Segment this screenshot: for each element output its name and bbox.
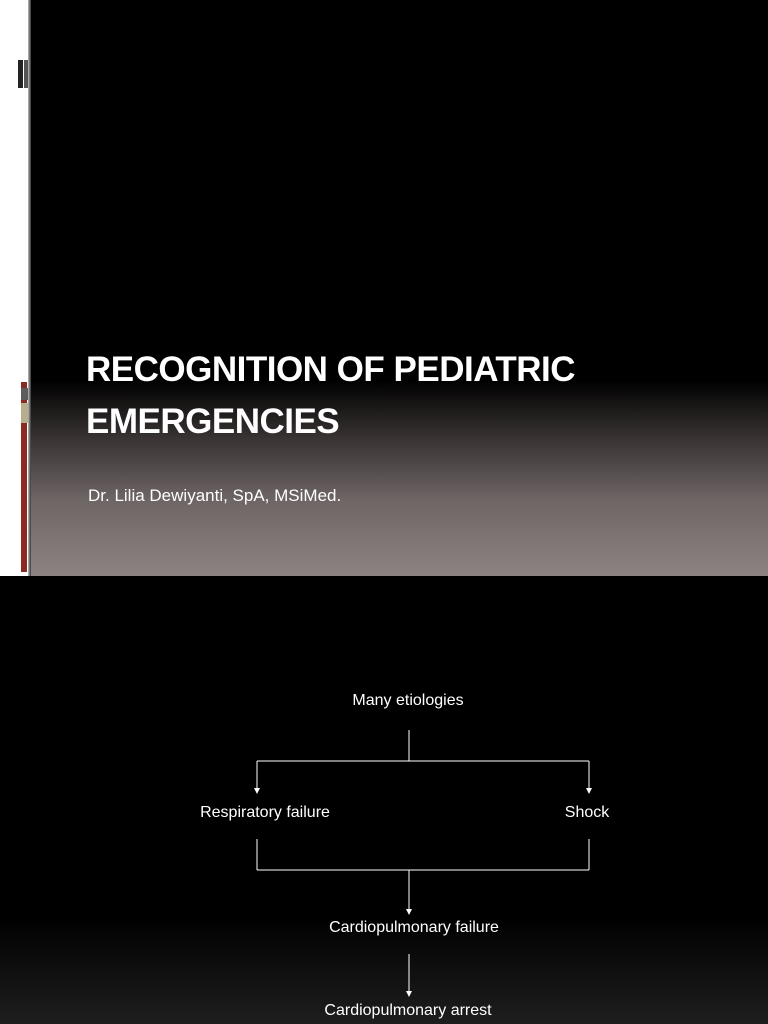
arrow-head bbox=[586, 788, 592, 794]
arrow-head bbox=[406, 909, 412, 915]
slide-title-line-2: EMERGENCIES bbox=[86, 402, 340, 441]
flow-node-respiratory-failure: Respiratory failure bbox=[200, 804, 330, 821]
flowchart-connectors bbox=[0, 576, 768, 1024]
arrow-head bbox=[406, 991, 412, 997]
flow-node-etiologies: Many etiologies bbox=[352, 692, 464, 709]
flow-node-shock: Shock bbox=[564, 804, 610, 821]
slide-title bbox=[86, 344, 726, 448]
arrow-head bbox=[254, 788, 260, 794]
flow-node-cardiopulmonary-failure: Cardiopulmonary failure bbox=[329, 919, 499, 936]
decor-bar bbox=[18, 60, 23, 88]
flow-node-cardiopulmonary-arrest: Cardiopulmonary arrest bbox=[324, 1002, 492, 1019]
slide-title-line-1: RECOGNITION OF PEDIATRIC bbox=[86, 350, 576, 389]
slide-subtitle: Dr. Lilia Dewiyanti, SpA, MSiMed. bbox=[88, 486, 342, 505]
flowchart-slide bbox=[0, 576, 768, 1024]
